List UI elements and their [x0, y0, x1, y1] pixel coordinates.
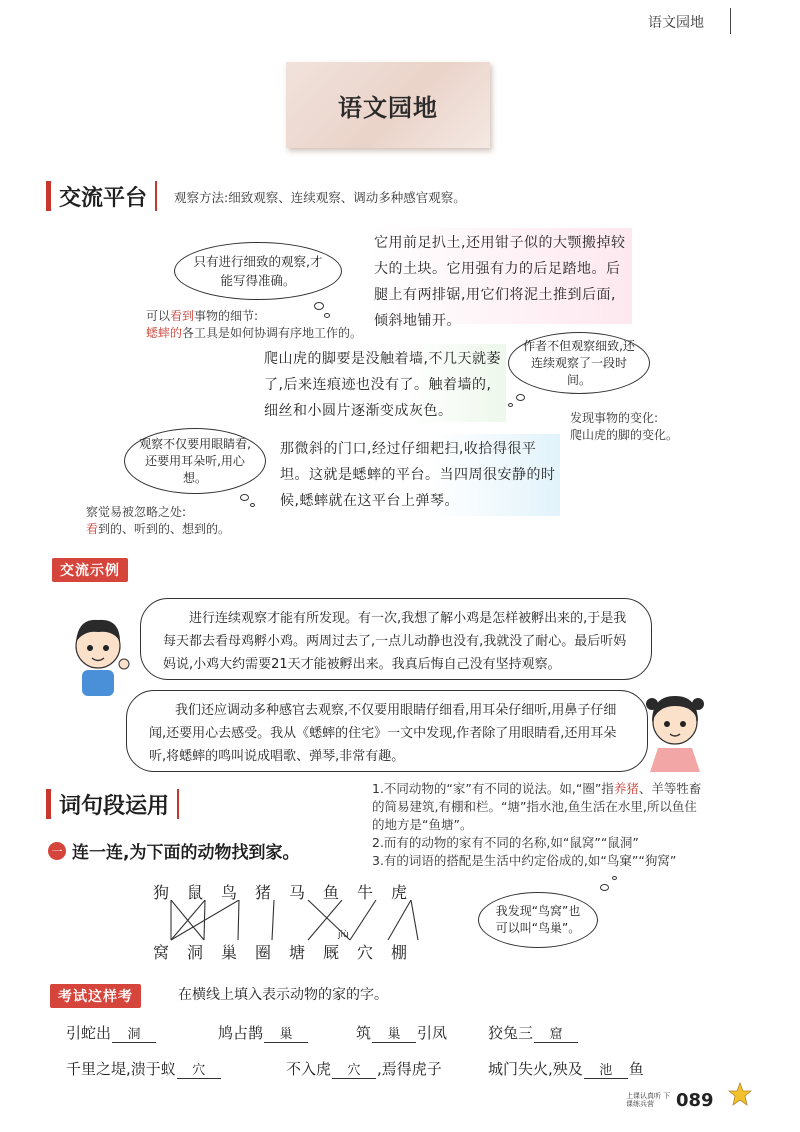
- word-rules-list: [372, 780, 702, 870]
- animal-char: 牛: [356, 883, 373, 902]
- bubble-dot: [508, 403, 513, 407]
- bubble-dot: [612, 876, 617, 880]
- idiom-text: 筑: [356, 1024, 372, 1042]
- running-head: 语文园地: [648, 15, 704, 31]
- idiom-item: [286, 1058, 442, 1079]
- idiom-item: [66, 1058, 222, 1079]
- speech-balloon-continuous: 进行连续观察才能有所发现。有一次,我想了解小鸡是怎样被孵出来的,于是我每天都去看母鸡孵小鸡。两周过去了,一点儿动静也没有,我就没了耐心。最后听妈妈说,小鸡大约需要21天才能被孵出来。我真后悔自己没有坚持观察。: [140, 598, 652, 680]
- rule-3: 3.有的词语的搭配是生活中约定俗成的,如“鸟窠”“狗窝”: [372, 853, 677, 868]
- animal-char: 鱼: [322, 883, 339, 902]
- passage-cricket-digging: 它用前足扒土,还用钳子似的大颚搬掉较大的土块。它用强有力的后足踏地。后腿上有两排锯,用它们将泥土推到后面,倾斜地铺开。: [370, 228, 632, 324]
- idiom-text: 引蛇出: [66, 1024, 112, 1042]
- header-divider: [730, 8, 731, 34]
- note-highlight: 蟋蟀的: [146, 326, 183, 340]
- idiom-item: [66, 1022, 157, 1043]
- exam-prompt: 在横线上填入表示动物的家的字。: [178, 987, 388, 1003]
- idiom-text: 狡兔三: [488, 1024, 534, 1042]
- idiom-text: 千里之堤,溃于蚁: [66, 1060, 176, 1078]
- boy-illustration: [62, 612, 134, 696]
- page-title: 语文园地: [338, 93, 438, 122]
- home-char: 圈: [254, 943, 271, 962]
- idiom-text: 鸠占鹊: [218, 1024, 264, 1042]
- pinyin-jiu: jiù: [338, 930, 349, 940]
- fill-blank: 巢: [372, 1023, 416, 1043]
- fill-blank: 穴: [177, 1059, 221, 1079]
- home-char: 洞: [186, 943, 203, 962]
- animal-char: 鼠: [186, 883, 203, 902]
- exam-tag: 考试这样考: [50, 984, 141, 1008]
- bubble-text: 作者不但观察细致,还连续观察了一段时间。: [523, 338, 635, 387]
- thought-bubble-senses: [124, 428, 266, 494]
- fill-blank: 穴: [332, 1059, 376, 1079]
- home-char: 棚: [390, 943, 407, 962]
- idiom-text: 不入虎: [286, 1060, 332, 1078]
- note-text: 可以: [146, 309, 171, 323]
- section-title-exchange: 交流平台: [59, 185, 148, 211]
- home-char: 巢: [220, 943, 237, 962]
- fill-blank: 窟: [534, 1023, 578, 1043]
- thought-bubble-detail: [174, 242, 342, 300]
- page-number: 089: [676, 1090, 714, 1111]
- animal-char: 鸟: [220, 883, 237, 902]
- note-text: 爬山虎的脚的变化。: [570, 428, 679, 442]
- idiom-item: [356, 1022, 447, 1043]
- girl-illustration: [640, 688, 710, 772]
- section-title-words: 词句段运用: [59, 793, 170, 819]
- note-highlight: 看到: [170, 309, 195, 323]
- note-text: 事物的细节:: [194, 309, 259, 323]
- fill-blank: 池: [584, 1059, 628, 1079]
- bubble-dot: [600, 884, 609, 891]
- animal-char: 马: [288, 883, 305, 902]
- fill-blank: 巢: [264, 1023, 308, 1043]
- idiom-text: 鱼: [628, 1060, 644, 1078]
- home-char: 塘: [288, 943, 305, 962]
- rule-1: [372, 780, 702, 834]
- note-text: 察觉易被忽略之处:: [86, 505, 187, 519]
- home-row: [150, 940, 410, 963]
- home-char: 穴: [356, 943, 373, 962]
- note-see-detail: [146, 308, 386, 342]
- thought-bubble-nest: [478, 892, 598, 948]
- note-overlooked: [86, 504, 286, 538]
- bubble-dot: [240, 494, 249, 501]
- bubble-text: 观察不仅要用眼睛看,还要用耳朵听,用心想。: [139, 436, 251, 485]
- passage-cricket-platform: 那微斜的门口,经过仔细耙扫,收拾得很平坦。这就是蟋蟀的平台。当四周很安静的时候,蟋蟀就在这平台上弹琴。: [276, 434, 560, 516]
- rule-highlight: 养猪: [613, 781, 639, 796]
- task-number-badge: 一: [48, 842, 66, 860]
- star-icon: [728, 1082, 752, 1106]
- thought-bubble-continuous: [508, 332, 650, 394]
- animal-char: 狗: [152, 883, 169, 902]
- observe-method-note: 观察方法:细致观察、连续观察、调动多种感官观察。: [174, 190, 466, 205]
- matching-task-heading: [48, 838, 299, 863]
- idiom-text: 引凤: [417, 1024, 448, 1042]
- example-tag: 交流示例: [52, 558, 128, 582]
- bubble-dot: [516, 394, 525, 401]
- fill-blank: 洞: [112, 1023, 156, 1043]
- animal-char: 虎: [390, 883, 407, 902]
- rule-text: 、羊等牲畜的简易建筑,有棚和栏。“塘”指水池,鱼生活在水里,所以鱼住的地方是“鱼塘”。: [372, 781, 702, 832]
- rule-text: 1.不同动物的“家”有不同的说法。如,“圈”指: [372, 781, 614, 796]
- title-plate: [286, 62, 490, 148]
- idiom-text: 城门失火,殃及: [488, 1060, 583, 1078]
- animal-row: [150, 880, 410, 903]
- header-bar: [46, 789, 51, 819]
- matching-lines: [150, 900, 440, 942]
- speech-balloon-senses: 我们还应调动多种感官去观察,不仅要用眼睛仔细看,用耳朵仔细听,用鼻子仔细闻,还要用心去感受。我从《蟋蟀的住宅》一文中发现,作者除了用眼睛看,还用耳朵听,将蟋蟀的鸣叫说成唱歌、弹琴,非常有趣。: [126, 690, 648, 772]
- task-title: 连一连,为下面的动物找到家。: [72, 843, 300, 863]
- home-char: 窝: [152, 943, 169, 962]
- note-text: 发现事物的变化:: [570, 411, 659, 425]
- idiom-item: [488, 1058, 644, 1079]
- header-bar-right: [177, 789, 179, 819]
- note-text: 各工具是如何协调有序地工作的。: [182, 326, 363, 340]
- header-bar-right: [155, 181, 157, 211]
- bubble-text: 只有进行细致的观察,才能写得准确。: [193, 254, 323, 288]
- idiom-item: [218, 1022, 309, 1043]
- footer-slogan: 上课认真听 下课练兵营: [626, 1092, 671, 1108]
- animal-char: 猪: [254, 883, 271, 902]
- note-highlight: 看: [86, 522, 99, 536]
- rule-2: 2.而有的动物的家有不同的名称,如“鼠窝”“鼠洞”: [372, 835, 639, 850]
- header-bar: [46, 181, 51, 211]
- note-text: 到的、听到的、想到的。: [98, 522, 231, 536]
- section-header-words: [46, 786, 179, 822]
- idiom-item: [488, 1022, 579, 1043]
- bubble-text: 我发现“鸟窝”也可以叫“鸟巢”。: [495, 904, 581, 935]
- section-header-exchange: [46, 178, 157, 214]
- passage-ivy-feet: 爬山虎的脚要是没触着墙,不几天就萎了,后来连痕迹也没有了。触着墙的,细丝和小圆片逐渐变成灰色。: [260, 344, 506, 422]
- note-find-change: [570, 410, 710, 444]
- idiom-text: ,焉得虎子: [377, 1060, 442, 1078]
- home-char: 厩: [322, 943, 339, 962]
